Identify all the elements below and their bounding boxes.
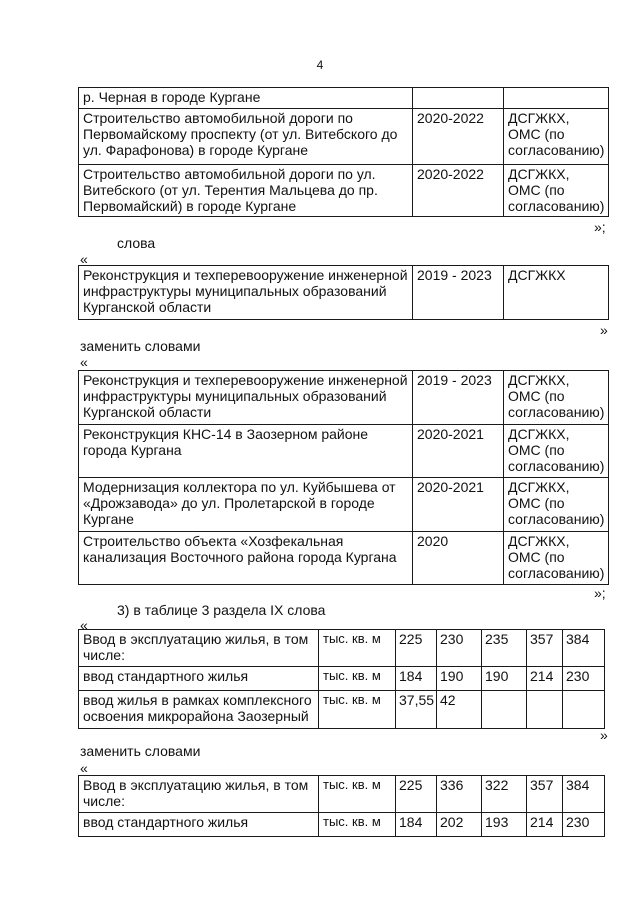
table-cell: 336	[437, 776, 482, 813]
table-cell: 2019 - 2023	[413, 371, 504, 425]
table-cell: ввод стандартного жилья	[79, 813, 319, 837]
table-cell: 2020	[413, 532, 504, 585]
old-infrastructure-table	[78, 265, 609, 320]
table-cell: 230	[563, 667, 605, 691]
table-cell: ДСГЖКХ, ОМС (по согласованию)	[504, 165, 609, 217]
table-cell: 2020-2021	[413, 478, 504, 532]
table-cell	[482, 691, 527, 729]
table-cell: Строительство автомобильной дороги по ул. Витебского (от ул. Терентия Мальцева до пр. Первомайский) в городе Кургане	[79, 165, 413, 217]
table-cell: 357	[527, 776, 563, 813]
table-cell: 384	[563, 776, 605, 813]
words-label: слова	[117, 235, 156, 251]
table-cell: ДСГЖКХ, ОМС (по согласованию)	[504, 532, 609, 585]
table-cell: 322	[482, 776, 527, 813]
table-cell: 193	[482, 813, 527, 837]
table-cell: 225	[396, 776, 437, 813]
roads-table	[78, 87, 609, 217]
table-cell: ДСГЖКХ	[504, 266, 609, 320]
table-cell: 2020-2021	[413, 425, 504, 478]
closing-quote: »	[600, 322, 608, 338]
table-cell: Модернизация коллектора по ул. Куйбышева от «Дрожзавода» до ул. Пролетарской в городе Кургане	[79, 478, 413, 532]
table-row	[79, 478, 609, 532]
table-cell: Строительство автомобильной дороги по Первомайскому проспекту (от ул. Витебского до ул. Фарафонова) в городе Кургане	[79, 109, 413, 165]
table-cell: ДСГЖКХ, ОМС (по согласованию)	[504, 478, 609, 532]
table-row	[79, 813, 605, 837]
opening-quote: «	[80, 760, 88, 776]
table-cell: тыс. кв. м	[319, 630, 396, 667]
table-cell	[563, 691, 605, 729]
table-row	[79, 266, 609, 320]
table-cell: Реконструкция и техперевооружение инженерной инфраструктуры муниципальных образований Курганской области	[79, 371, 413, 425]
table-cell: 2020-2022	[413, 109, 504, 165]
table-cell: ввод жилья в рамках комплексного освоения микрорайона Заозерный	[79, 691, 319, 729]
table-row	[79, 691, 605, 729]
opening-quote: «	[80, 354, 88, 370]
opening-quote: «	[80, 617, 88, 633]
table-row	[79, 371, 609, 425]
replace-label: заменить словами	[80, 338, 201, 354]
table-cell: 357	[527, 630, 563, 667]
table-cell: тыс. кв. м	[319, 813, 396, 837]
table-cell: 235	[482, 630, 527, 667]
housing-old-table	[78, 629, 605, 729]
table-cell: 230	[437, 630, 482, 667]
opening-quote: «	[80, 251, 88, 267]
table-cell: Ввод в эксплуатацию жилья, в том числе:	[79, 776, 319, 813]
table-cell: 230	[563, 813, 605, 837]
table-cell	[504, 88, 609, 109]
table-cell: 384	[563, 630, 605, 667]
table-row	[79, 88, 609, 109]
clause-heading: 3) в таблице 3 раздела IX слова	[117, 602, 326, 618]
housing-new-table	[78, 775, 605, 837]
table-row	[79, 109, 609, 165]
table-cell: 184	[396, 813, 437, 837]
table-cell: 2020-2022	[413, 165, 504, 217]
replace-label: заменить словами	[80, 743, 201, 759]
table-cell: 42	[437, 691, 482, 729]
table-cell: 190	[482, 667, 527, 691]
table-row	[79, 667, 605, 691]
table-cell: тыс. кв. м	[319, 691, 396, 729]
table-cell: 37,55	[396, 691, 437, 729]
table-cell: тыс. кв. м	[319, 776, 396, 813]
table-cell: 2019 - 2023	[413, 266, 504, 320]
new-infrastructure-table	[78, 370, 609, 585]
table-cell: Ввод в эксплуатацию жилья, в том числе:	[79, 630, 319, 667]
table-row	[79, 532, 609, 585]
table-cell	[527, 691, 563, 729]
closing-quote: »;	[594, 219, 606, 235]
table-row	[79, 630, 605, 667]
table-cell: тыс. кв. м	[319, 667, 396, 691]
closing-quote: »;	[594, 585, 606, 601]
table-cell	[413, 88, 504, 109]
table-cell: 202	[437, 813, 482, 837]
table-cell: 214	[527, 813, 563, 837]
table-row	[79, 165, 609, 217]
table-cell: 190	[437, 667, 482, 691]
table-cell: р. Черная в городе Кургане	[79, 88, 413, 109]
table-cell: Строительство объекта «Хозфекальная канализация Восточного района города Кургана	[79, 532, 413, 585]
table-cell: Реконструкция КНС-14 в Заозерном районе города Кургана	[79, 425, 413, 478]
table-cell: 225	[396, 630, 437, 667]
page-number: 4	[316, 58, 324, 72]
table-row	[79, 776, 605, 813]
table-row	[79, 425, 609, 478]
table-cell: 214	[527, 667, 563, 691]
table-cell: ввод стандартного жилья	[79, 667, 319, 691]
table-cell: 184	[396, 667, 437, 691]
table-cell: ДСГЖКХ, ОМС (по согласованию)	[504, 425, 609, 478]
table-cell: ДСГЖКХ, ОМС (по согласованию)	[504, 109, 609, 165]
table-cell: Реконструкция и техперевооружение инженерной инфраструктуры муниципальных образований Курганской области	[79, 266, 413, 320]
closing-quote: »	[600, 727, 608, 743]
table-cell: ДСГЖКХ, ОМС (по согласованию)	[504, 371, 609, 425]
